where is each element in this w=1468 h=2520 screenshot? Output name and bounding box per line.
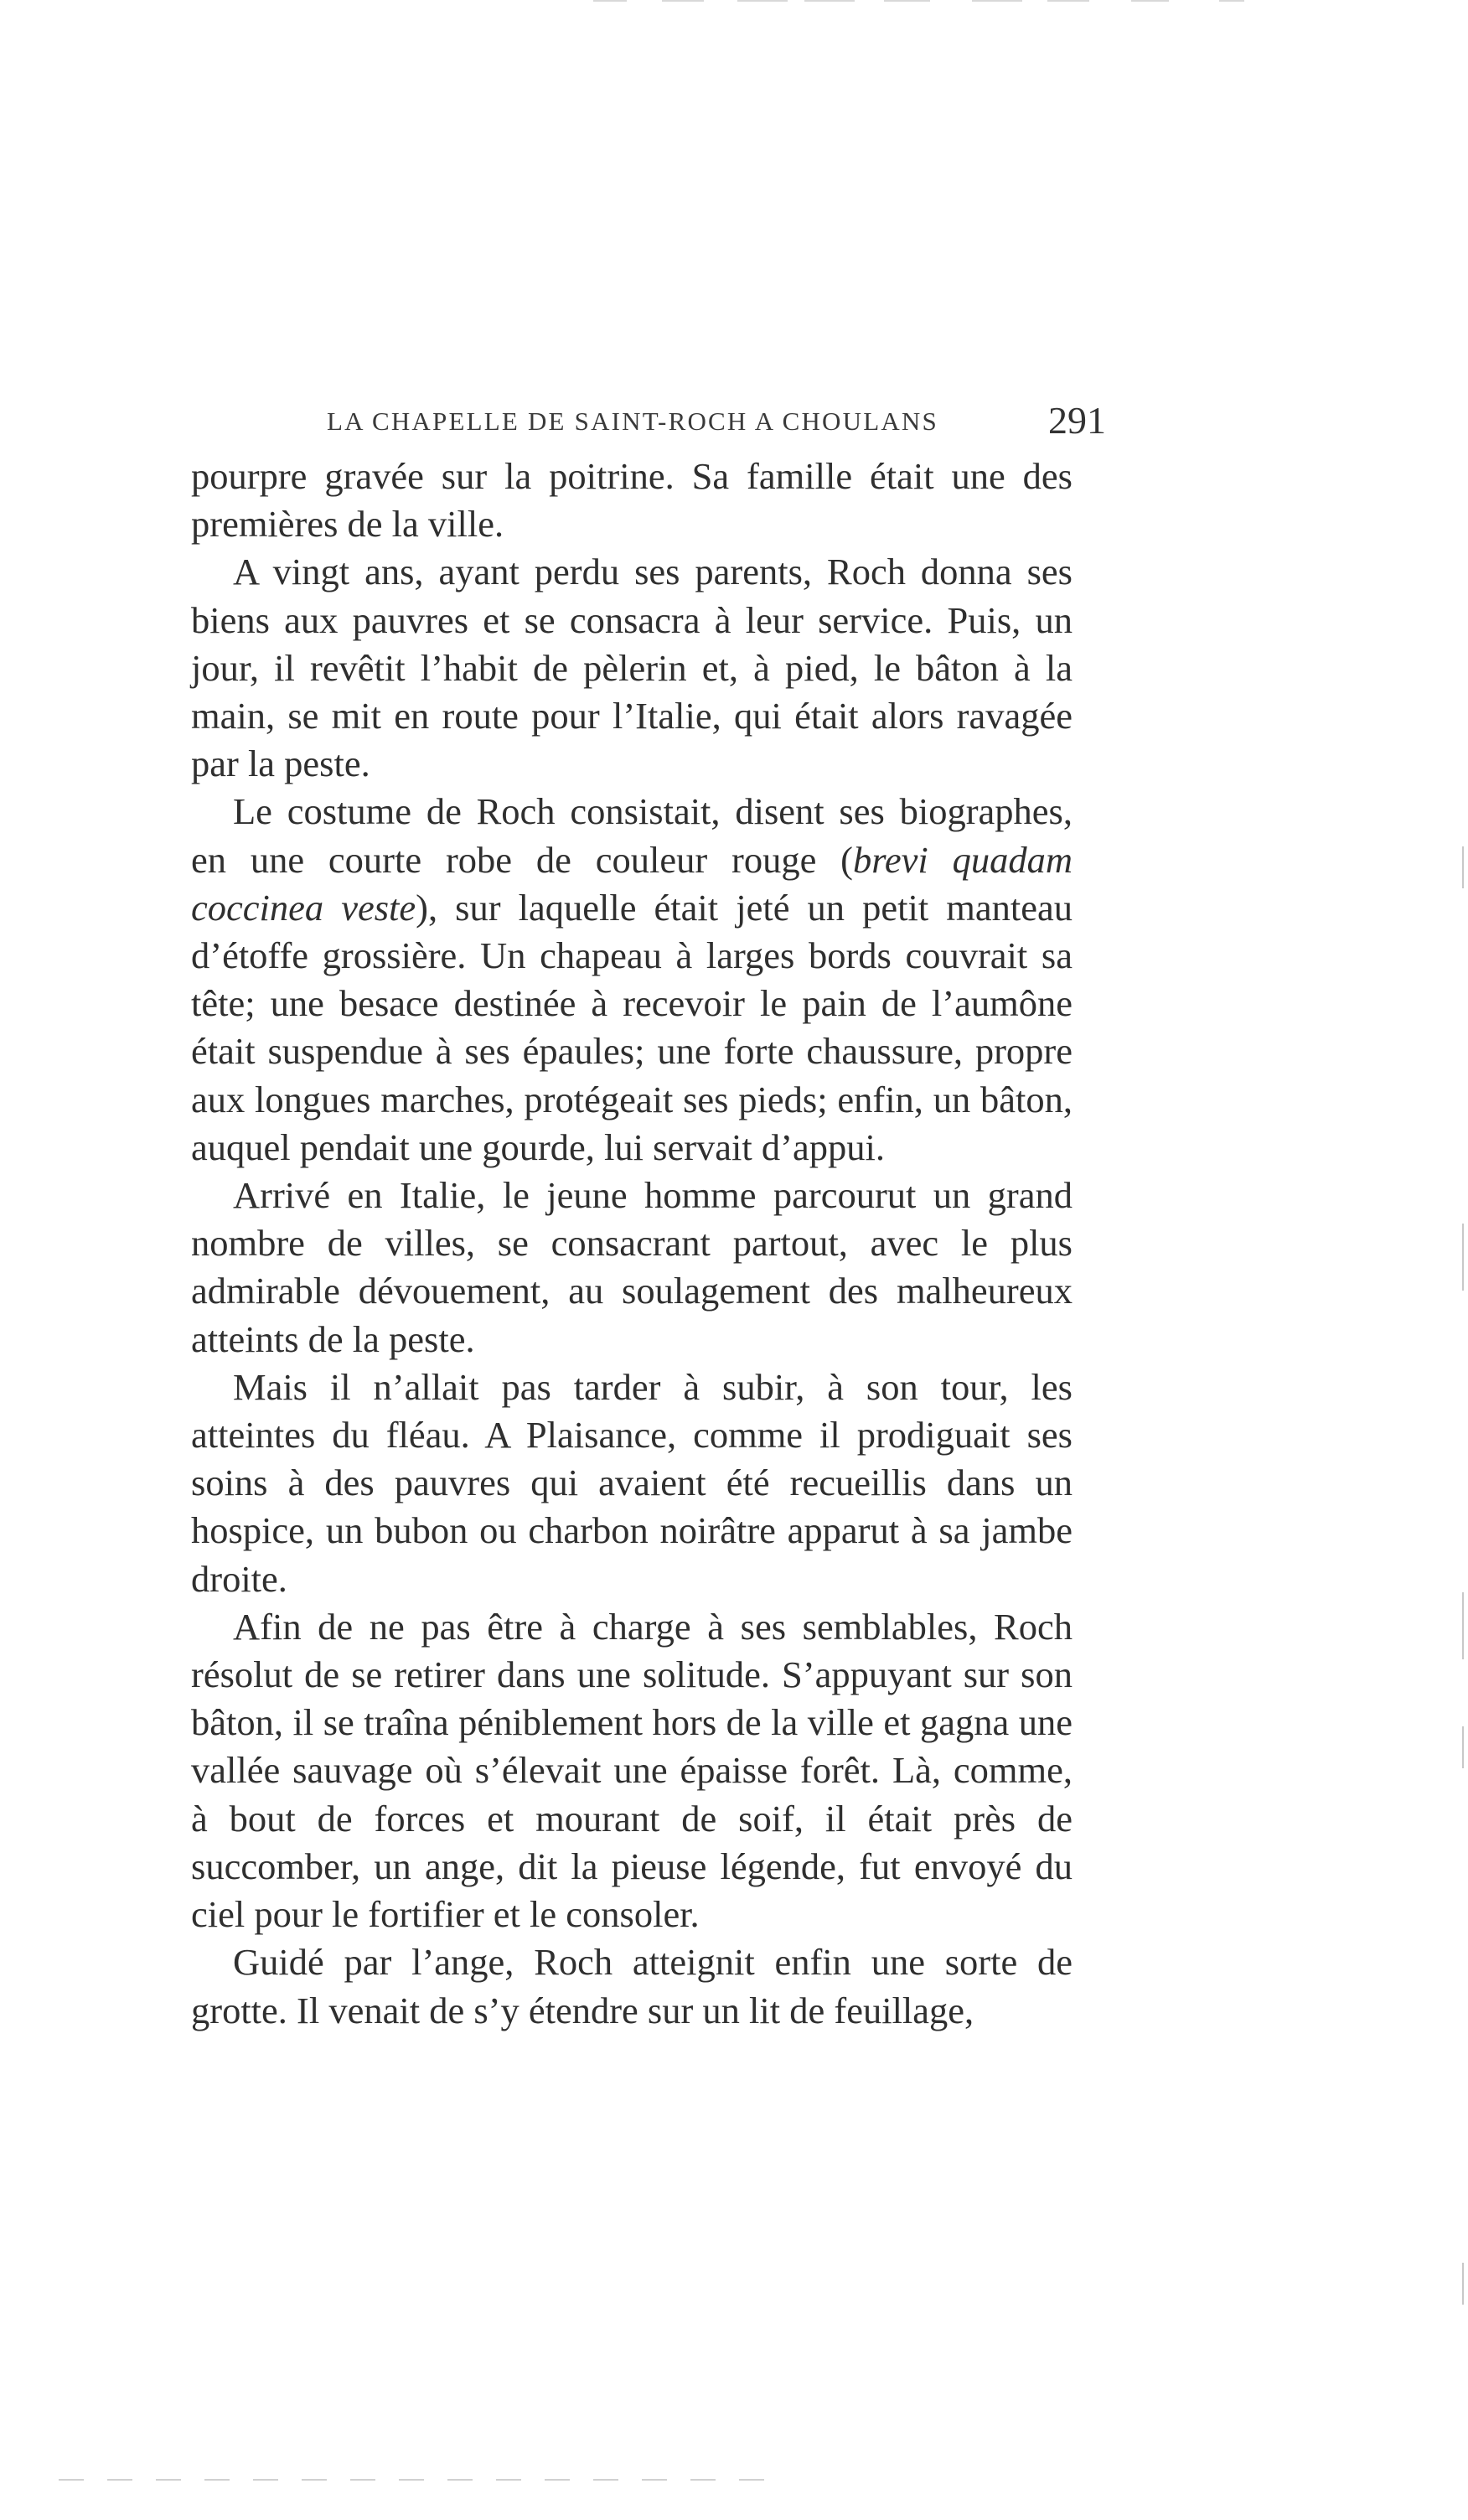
scan-edge-mark xyxy=(804,0,855,2)
scan-edge-mark xyxy=(1462,1224,1464,1291)
paragraph-text: Le costume de Roch consistait, disent ses biographes, en une courte robe de couleur rouge ( xyxy=(191,790,1073,881)
page-header xyxy=(327,398,1106,448)
scan-edge-mark xyxy=(59,2479,779,2481)
paragraph-text: ), sur laquelle était jeté un petit manteau d’étoffe grossière. Un chapeau à larges bords couvrait sa tête; une besace destinée à recevoir le pain de l’aumône était suspendue à ses épaules; une forte chaussure, propre aux longues marches, protégeait ses pieds; enfin, un bâton, auquel pendait une gourde, lui servait d’appui. xyxy=(191,886,1073,1168)
scan-edge-mark xyxy=(737,0,788,2)
paragraph: Afin de ne pas être à charge à ses semblables, Roch résolut de se retirer dans une solitude. S’appuyant sur son bâton, il se traîna péniblement hors de la ville et gagna une vallée sauvage où s’élevait une épaisse forêt. Là, comme, à bout de forces et mourant de soif, il était près de succomber, un ange, dit la pieuse légende, fut envoyé du ciel pour le fortifier et le consoler. xyxy=(191,1605,1073,1936)
body-text xyxy=(191,453,1073,2035)
scan-edge-mark xyxy=(972,0,1022,2)
scan-edge-mark xyxy=(1462,846,1464,888)
latin-quote: brevi quadam coccinea veste xyxy=(191,838,1073,929)
paragraph: Arrivé en Italie, le jeune homme parcourut un grand nombre de villes, se consacrant partout, avec le plus admirable dévouement, au soulagement des malheureux atteints de la peste. xyxy=(191,1174,1073,1360)
scan-edge-mark xyxy=(1462,2263,1464,2305)
running-head: LA CHAPELLE DE SAINT-ROCH A CHOULANS xyxy=(327,406,938,436)
scan-edge-mark xyxy=(1219,0,1244,2)
paragraph: A vingt ans, ayant perdu ses parents, Roch donna ses biens aux pauvres et se consacra à leur service. Puis, un jour, il revêtit l’habit de pèlerin et, à pied, le bâton à la main, se mit en route pour l’Italie, qui était alors ravagée par la peste. xyxy=(191,551,1073,785)
paragraph: pourpre gravée sur la poitrine. Sa famille était une des premières de la ville. xyxy=(191,455,1073,546)
scan-edge-mark xyxy=(593,0,627,2)
paragraph: Mais il n’allait pas tarder à subir, à son tour, les atteintes du fléau. A Plaisance, comme il prodiguait ses soins à des pauvres qui avaient été recueillis dans un hospice, un bubon ou charbon noirâtre apparut à sa jambe droite. xyxy=(191,1365,1073,1600)
scan-edge-mark xyxy=(1131,0,1169,2)
scan-edge-mark xyxy=(1462,1726,1464,1768)
scan-edge-mark xyxy=(1047,0,1089,2)
page-number: 291 xyxy=(1048,399,1106,442)
scan-edge-mark xyxy=(1462,1592,1464,1659)
scan-edge-mark xyxy=(884,0,930,2)
paragraph: Guidé par l’ange, Roch atteignit enfin une sorte de grotte. Il venait de s’y étendre sur un lit de feuillage, xyxy=(191,1941,1073,2031)
scan-edge-mark xyxy=(662,0,704,2)
paragraph xyxy=(191,788,1073,1172)
